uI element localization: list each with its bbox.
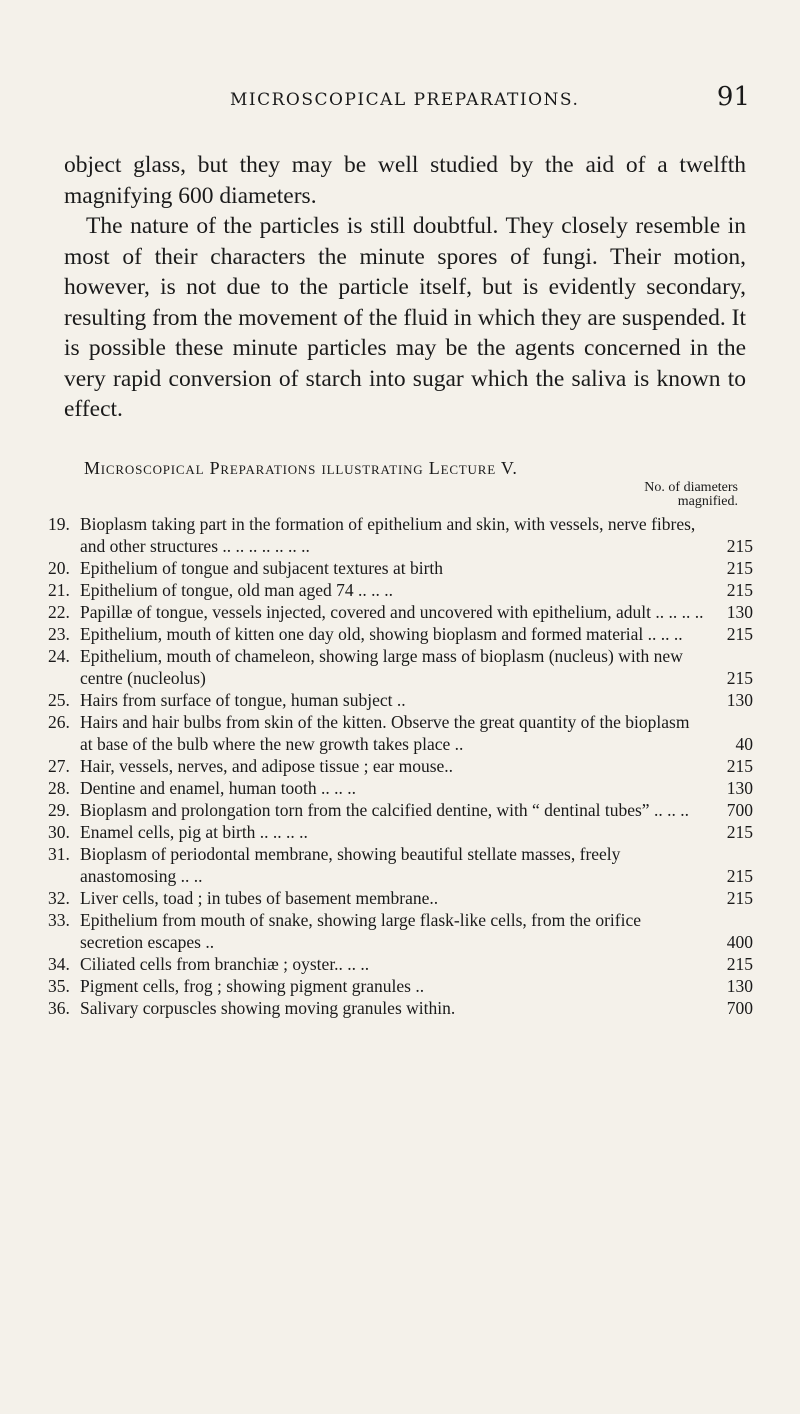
item-text: Epithelium, mouth of chameleon, showing large mass of bioplasm (nucleus) with new centre (nucleolus) [80, 646, 683, 688]
list-item [48, 579, 753, 601]
item-text: Epithelium of tongue, old man aged 74 .. .. .. [80, 580, 394, 600]
list-item [48, 799, 753, 821]
item-text: Hair, vessels, nerves, and adipose tissue ; ear mouse.. [80, 756, 454, 776]
list-item [48, 777, 753, 799]
item-diameters: 700 [726, 998, 753, 1018]
list-item [48, 821, 753, 843]
item-diameters: 215 [726, 888, 753, 908]
paragraph: object glass, but they may be well studied by the aid of a twelfth magnifying 600 diameters. [64, 152, 746, 209]
list-item [48, 623, 753, 645]
item-number: 22. [48, 602, 70, 622]
item-diameters: 215 [726, 756, 753, 776]
item-number: 31. [48, 844, 70, 864]
item-diameters: 215 [726, 558, 753, 578]
running-title: MICROSCOPICAL PREPARATIONS. [230, 90, 580, 110]
item-number: 34. [48, 954, 70, 974]
item-text: Ciliated cells from branchiæ ; oyster.. .. .. [80, 954, 370, 974]
item-text: Enamel cells, pig at birth .. .. .. .. [80, 822, 308, 842]
item-diameters: 215 [726, 866, 753, 886]
list-item [48, 689, 753, 711]
item-diameters: 40 [735, 734, 753, 754]
item-diameters: 215 [726, 624, 753, 644]
item-text: Epithelium from mouth of snake, showing large flask-like cells, from the orifice secretion escapes .. [80, 910, 641, 952]
section-heading: Microscopical Preparations illustrating Lecture V. [84, 458, 518, 478]
column-heading-line: magnified. [677, 494, 738, 509]
item-number: 32. [48, 888, 70, 908]
list-item [48, 557, 753, 579]
list-item [48, 887, 753, 909]
item-text: Hairs from surface of tongue, human subject .. [80, 690, 406, 710]
item-number: 24. [48, 646, 70, 666]
item-diameters: 700 [726, 800, 753, 820]
item-text: Dentine and enamel, human tooth .. .. .. [80, 778, 357, 798]
item-text: Papillæ of tongue, vessels injected, covered and uncovered with epithelium, adult .. .. .. .. [80, 602, 704, 622]
preparations-list [48, 513, 753, 1019]
paragraph: The nature of the particles is still doubtful. They closely resemble in most of their characters the minute spores of fungi. Their motion, however, is not due to the particle itself, but is evidently secondary, resulting from the movement of the fluid in which they are suspended. It is possible these minute particles may be the agents concerned in the very rapid conversion of starch into sugar which the saliva is known to effect. [64, 213, 746, 422]
list-item [48, 909, 753, 953]
list-item [48, 711, 753, 755]
page-number: 91 [716, 82, 750, 112]
item-diameters: 130 [726, 602, 753, 622]
item-text: Epithelium, mouth of kitten one day old, showing bioplasm and formed material .. .. .. [80, 624, 683, 644]
list-item [48, 997, 753, 1019]
item-number: 28. [48, 778, 70, 798]
item-number: 30. [48, 822, 70, 842]
list-item [48, 645, 753, 689]
list-item [48, 755, 753, 777]
item-text: Bioplasm and prolongation torn from the calcified dentine, with “ dentinal tubes” .. .. .. [80, 800, 689, 820]
item-number: 25. [48, 690, 70, 710]
item-text: Bioplasm taking part in the formation of epithelium and skin, with vessels, nerve fibres, and other structures .. .. .. .. .. .. .. [80, 514, 696, 556]
item-number: 29. [48, 800, 70, 820]
item-diameters: 215 [726, 580, 753, 600]
item-diameters: 130 [726, 976, 753, 996]
list-item [48, 843, 753, 887]
item-number: 21. [48, 580, 70, 600]
item-diameters: 215 [726, 954, 753, 974]
list-item [48, 513, 753, 557]
item-number: 27. [48, 756, 70, 776]
list-item [48, 975, 753, 997]
item-number: 26. [48, 712, 70, 732]
item-diameters: 130 [726, 778, 753, 798]
item-text: Hairs and hair bulbs from skin of the kitten. Observe the great quantity of the bioplasm at base of the bulb where the new growth takes place .. [80, 712, 690, 754]
item-diameters: 400 [726, 932, 753, 952]
item-diameters: 215 [726, 668, 753, 688]
body-text [64, 150, 746, 425]
item-number: 19. [48, 514, 70, 534]
item-number: 23. [48, 624, 70, 644]
running-head [230, 82, 750, 112]
column-heading-line: No. of diameters [644, 480, 738, 495]
item-number: 35. [48, 976, 70, 996]
item-text: Liver cells, toad ; in tubes of basement membrane.. [80, 888, 439, 908]
item-number: 36. [48, 998, 70, 1018]
item-diameters: 215 [726, 822, 753, 842]
item-diameters: 215 [726, 536, 753, 556]
item-text: Salivary corpuscles showing moving granules within. [80, 998, 456, 1018]
column-heading [644, 481, 738, 509]
list-item [48, 601, 753, 623]
item-diameters: 130 [726, 690, 753, 710]
item-number: 20. [48, 558, 70, 578]
item-number: 33. [48, 910, 70, 930]
list-item [48, 953, 753, 975]
item-text: Epithelium of tongue and subjacent textures at birth [80, 558, 444, 578]
item-text: Bioplasm of periodontal membrane, showing beautiful stellate masses, freely anastomosing .. .. [80, 844, 621, 886]
item-text: Pigment cells, frog ; showing pigment granules .. [80, 976, 425, 996]
